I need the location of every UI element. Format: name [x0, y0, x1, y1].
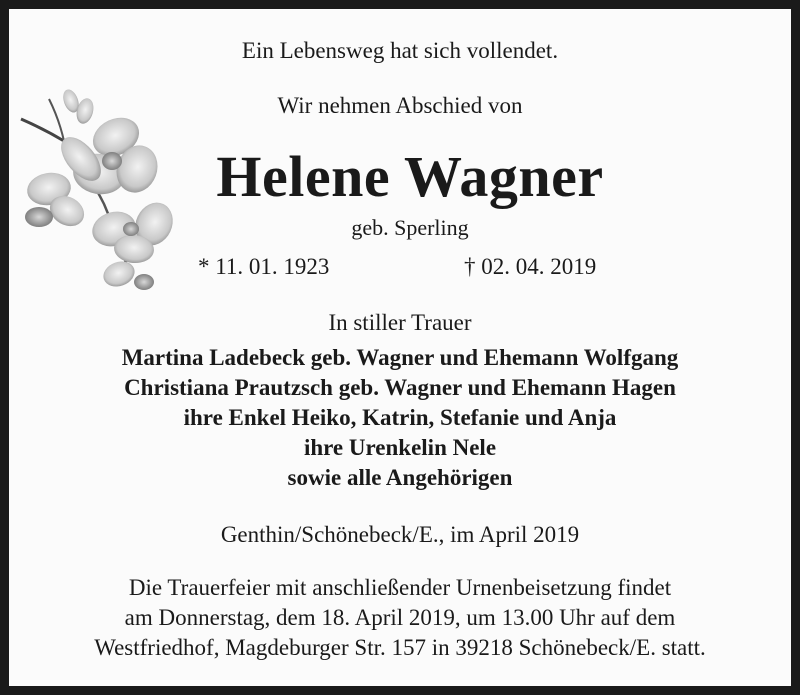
mourner-line: ihre Enkel Heiko, Katrin, Stefanie und Anja — [183, 405, 617, 430]
funeral-info-line: am Donnerstag, dem 18. April 2019, um 13.00 Uhr auf dem — [124, 605, 676, 630]
birth-date: * 11. 01. 1923 — [198, 254, 330, 279]
mourner-line: Martina Ladebeck geb. Wagner und Ehemann Wolfgang — [121, 345, 679, 370]
mourner-line: Christiana Prautzsch geb. Wagner und Ehemann Hagen — [124, 375, 676, 400]
birth-name: geb. Sperling — [351, 215, 469, 240]
death-date: † 02. 04. 2019 — [464, 254, 597, 279]
intro-line: Ein Lebensweg hat sich vollendet. — [241, 38, 559, 63]
place-date: Genthin/Schönebeck/E., im April 2019 — [220, 522, 580, 547]
funeral-info-line: Die Trauerfeier mit anschließender Urnenbeisetzung findet — [128, 575, 672, 600]
mourner-line: ihre Urenkelin Nele — [303, 435, 497, 460]
funeral-info-line: Westfriedhof, Magdeburger Str. 157 in 39218 Schönebeck/E. statt. — [94, 635, 706, 660]
deceased-name: Helene Wagner — [216, 144, 604, 209]
intro-line-farewell: Wir nehmen Abschied von — [277, 93, 523, 118]
mourner-line: sowie alle Angehörigen — [287, 465, 513, 490]
mourning-heading: In stiller Trauer — [328, 310, 472, 335]
